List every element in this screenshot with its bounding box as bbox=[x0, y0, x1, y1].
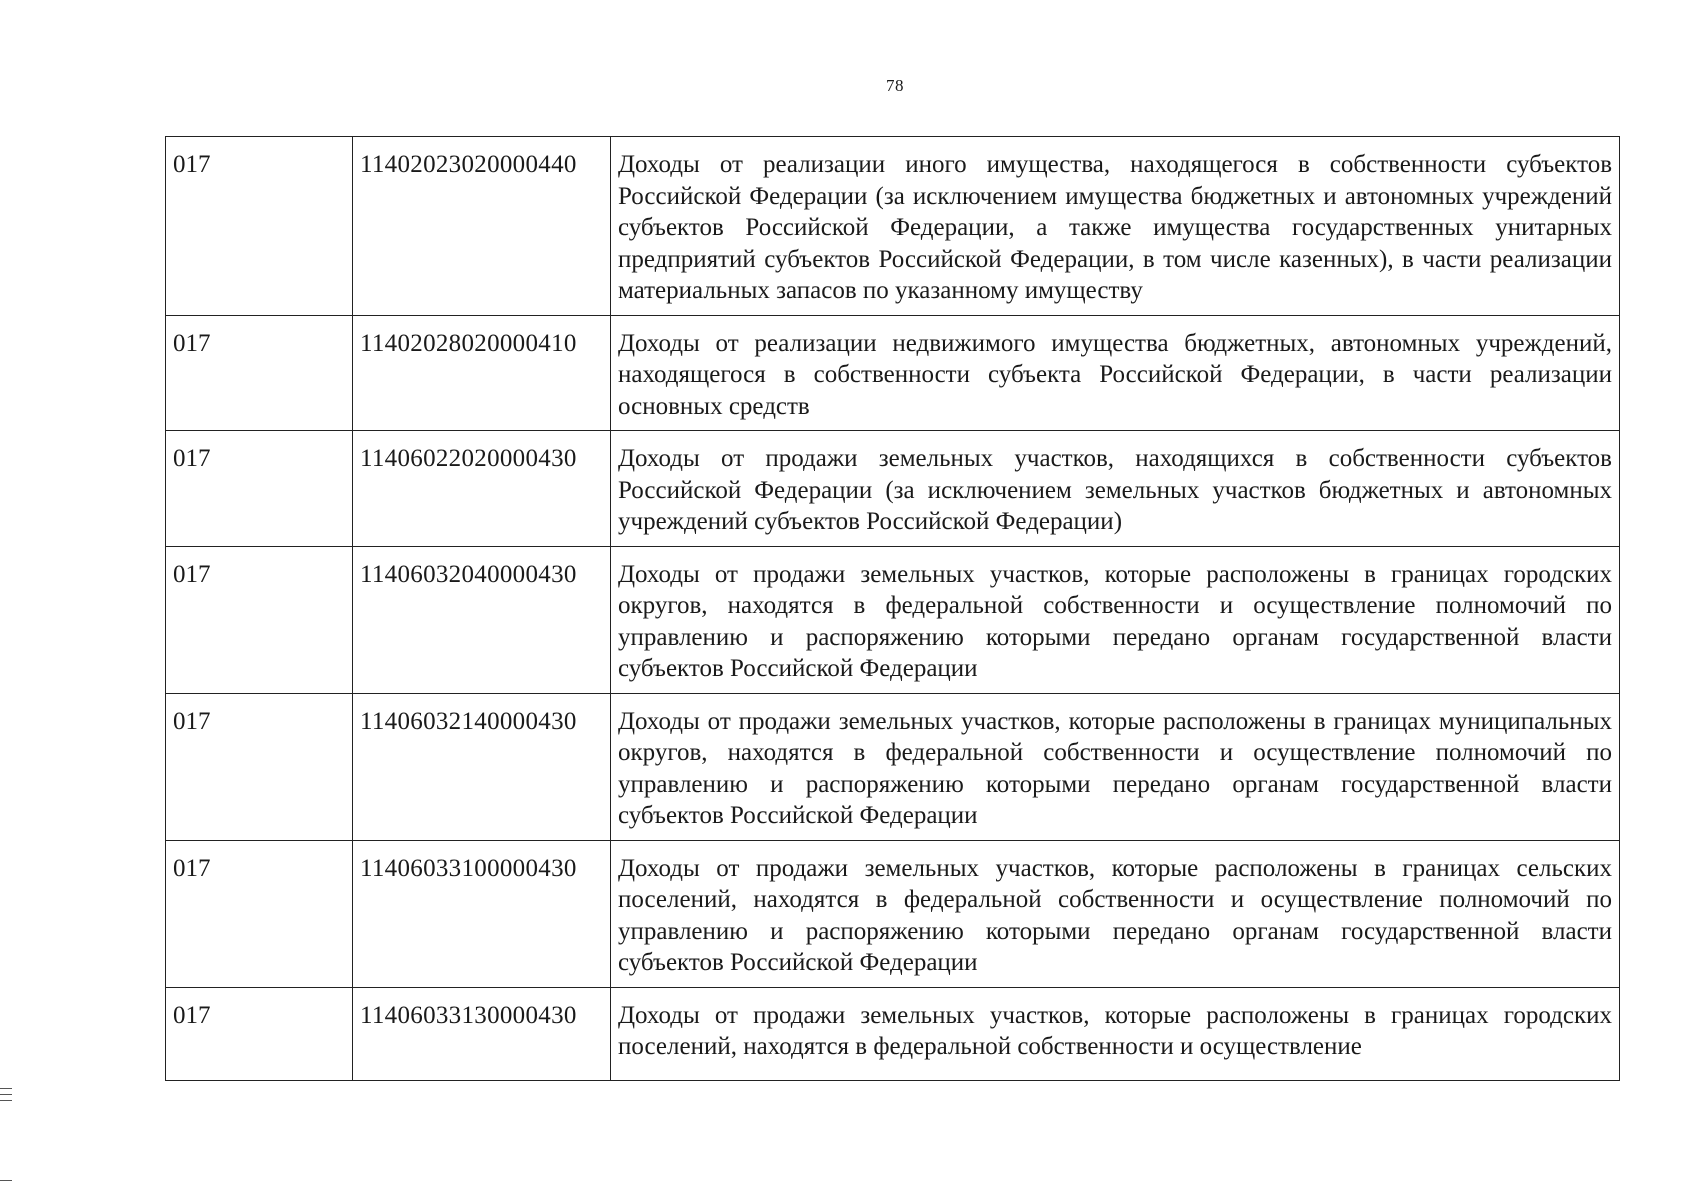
table-row bbox=[166, 137, 1620, 316]
table-row bbox=[166, 315, 1620, 431]
binding-mark bbox=[0, 1180, 12, 1181]
admin-code-cell: 017 bbox=[166, 137, 353, 316]
kbk-code-cell: 11406032140000430 bbox=[353, 693, 611, 840]
description-text: Доходы от продажи земельных участков, которые расположены в границах городских поселений, находятся в федеральной собственности и осуществление bbox=[618, 1001, 1612, 1060]
kbk-code-cell: 11406022020000430 bbox=[353, 431, 611, 547]
table-row bbox=[166, 840, 1620, 987]
admin-code-cell: 017 bbox=[166, 987, 353, 1080]
admin-code-cell: 017 bbox=[166, 315, 353, 431]
budget-revenue-table bbox=[165, 136, 1620, 1081]
description-cell bbox=[611, 987, 1620, 1080]
description-cell: Доходы от продажи земельных участков, которые расположены в границах городских округов, находятся в федеральной собственности и осуществление полномочий по управлению и распоряжению которыми передано органам государственной власти субъектов Российской Федерации bbox=[611, 546, 1620, 693]
description-cell: Доходы от продажи земельных участков, которые расположены в границах сельских поселений, находятся в федеральной собственности и осуществление полномочий по управлению и распоряжению которыми передано органам государственной власти субъектов Российской Федерации bbox=[611, 840, 1620, 987]
description-cell: Доходы от продажи земельных участков, находящихся в собственности субъектов Российской Федерации (за исключением земельных участков бюджетных и автономных учреждений субъектов Российской Федерации) bbox=[611, 431, 1620, 547]
admin-code-cell: 017 bbox=[166, 431, 353, 547]
kbk-code-cell: 11406033100000430 bbox=[353, 840, 611, 987]
table-row bbox=[166, 693, 1620, 840]
binding-mark bbox=[0, 1088, 12, 1089]
table-row bbox=[166, 987, 1620, 1080]
admin-code-cell: 017 bbox=[166, 840, 353, 987]
table-row bbox=[166, 431, 1620, 547]
admin-code-cell: 017 bbox=[166, 693, 353, 840]
binding-mark bbox=[0, 1100, 12, 1101]
description-cell: Доходы от продажи земельных участков, которые расположены в границах муниципальных округов, находятся в федеральной собственности и осуществление полномочий по управлению и распоряжению которыми передано органам государственной власти субъектов Российской Федерации bbox=[611, 693, 1620, 840]
kbk-code-cell: 11402023020000440 bbox=[353, 137, 611, 316]
kbk-code-cell: 11402028020000410 bbox=[353, 315, 611, 431]
description-cell: Доходы от реализации иного имущества, находящегося в собственности субъектов Российской Федерации (за исключением имущества бюджетных и автономных учреждений субъектов Российской Федерации, а также имущества государственных унитарных предприятий субъектов Российской Федерации, в том числе казенных), в части реализации материальных запасов по указанному имуществу bbox=[611, 137, 1620, 316]
kbk-code-cell: 11406033130000430 bbox=[353, 987, 611, 1080]
binding-mark bbox=[0, 1094, 12, 1095]
admin-code-cell: 017 bbox=[166, 546, 353, 693]
page-number: 78 bbox=[886, 76, 904, 95]
kbk-code-cell: 11406032040000430 bbox=[353, 546, 611, 693]
description-cell: Доходы от реализации недвижимого имущества бюджетных, автономных учреждений, находящегося в собственности субъекта Российской Федерации, в части реализации основных средств bbox=[611, 315, 1620, 431]
table-row bbox=[166, 546, 1620, 693]
